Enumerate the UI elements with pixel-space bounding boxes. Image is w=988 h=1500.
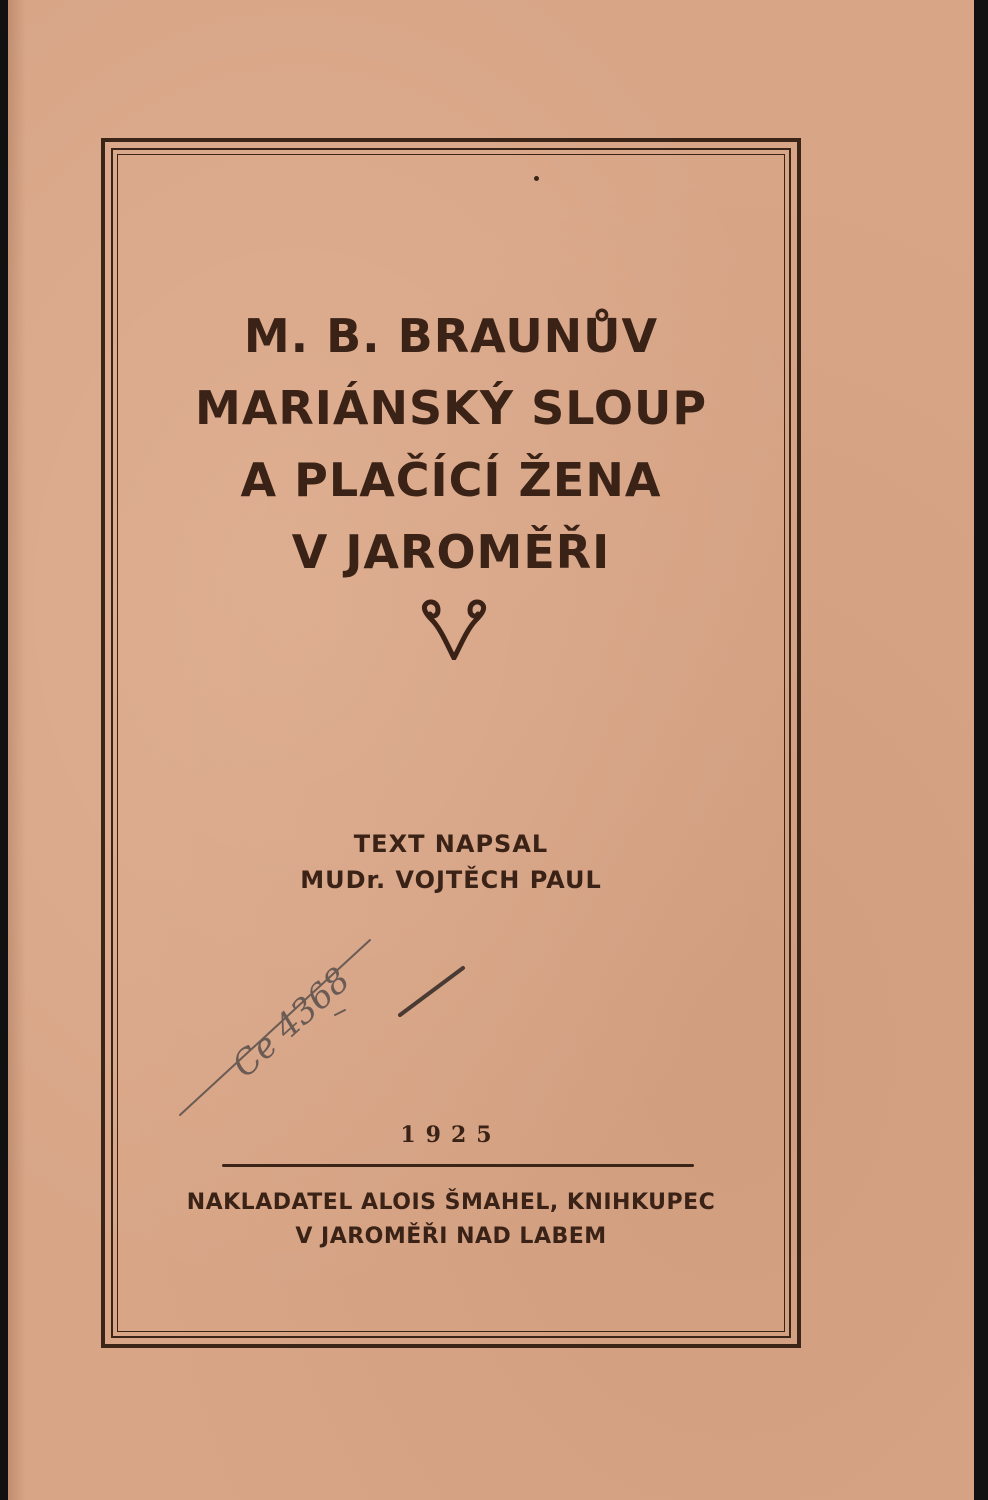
divider-rule [222,1164,694,1167]
scroll-v-ornament-icon [418,598,490,660]
publisher-info [120,1186,782,1254]
publisher-line-2: V JAROMĚŘI NAD LABEM [295,1224,607,1249]
ink-speck [534,176,539,181]
publisher-line-1: NAKLADATEL ALOIS ŠMAHEL, KNIHKUPEC [186,1190,716,1215]
handwritten-note-text: Ce 4368 [224,960,358,1086]
author-credit [120,826,782,898]
author-line-1: TEXT NAPSAL [353,830,549,858]
publication-year: 1925 [400,1122,502,1148]
title-line-4: V JAROMĚŘI [291,525,611,579]
author-line-2: MUDr. VOJTĚCH PAUL [300,866,602,894]
title-line-3: A PLAČÍCÍ ŽENA [240,453,662,507]
handwritten-catalog-number [175,920,475,1120]
title-line-1: M. B. BRAUNŮV [243,309,659,363]
title-line-2: MARIÁNSKÝ SLOUP [194,381,708,435]
book-title [120,300,782,588]
